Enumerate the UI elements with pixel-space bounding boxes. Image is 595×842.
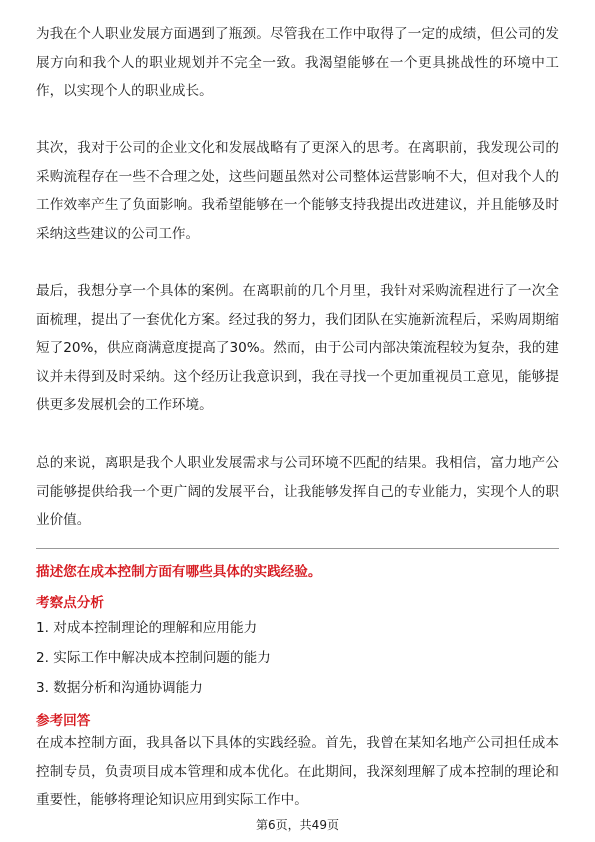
answer-heading: 参考回答: [36, 713, 91, 729]
answer-paragraph: 在成本控制方面，我具备以下具体的实践经验。首先，我曾在某知名地产公司担任成本控制专员，负责项目成本管理和成本优化。在此期间，我深刻理解了成本控制的理论和重要性，能够将理论知识应用到实际工作中。: [36, 735, 559, 809]
analysis-item: 1. 对成本控制理论的理解和应用能力: [36, 620, 258, 636]
section-divider: [36, 548, 559, 549]
page-number-footer: 第6页，共49页: [256, 818, 339, 832]
paragraph-company-culture: 其次，我对于公司的企业文化和发展战略有了更深入的思考。在离职前，我发现公司的采购流程存在一些不合理之处，这些问题虽然对公司整体运营影响不大，但对我个人的工作效率产生了负面影响。我希望能够在一个能够支持我提出改进建议，并且能够及时采纳这些建议的公司工作。: [36, 140, 559, 242]
analysis-heading: 考察点分析: [36, 595, 104, 611]
question-title: 描述您在成本控制方面有哪些具体的实践经验。: [36, 564, 322, 580]
paragraph-summary: 总的来说，离职是我个人职业发展需求与公司环境不匹配的结果。我相信，富力地产公司能够提供给我一个更广阔的发展平台，让我能够发挥自己的专业能力，实现个人的职业价值。: [36, 455, 559, 529]
paragraph-career-bottleneck: 为我在个人职业发展方面遇到了瓶颈。尽管我在工作中取得了一定的成绩，但公司的发展方向和我个人的职业规划并不完全一致。我渴望能够在一个更具挑战性的环境中工作，以实现个人的职业成长。: [36, 26, 559, 100]
analysis-item: 2. 实际工作中解决成本控制问题的能力: [36, 650, 271, 666]
analysis-item: 3. 数据分析和沟通协调能力: [36, 680, 203, 696]
paragraph-case-study: 最后，我想分享一个具体的案例。在离职前的几个月里，我针对采购流程进行了一次全面梳理，提出了一套优化方案。经过我的努力，我们团队在实施新流程后，采购周期缩短了20%，供应商满意度提高了30%。然而，由于公司内部决策流程较为复杂，我的建议并未得到及时采纳。这个经历让我意识到，我在寻找一个更加重视员工意见，能够提供更多发展机会的工作环境。: [36, 283, 559, 414]
